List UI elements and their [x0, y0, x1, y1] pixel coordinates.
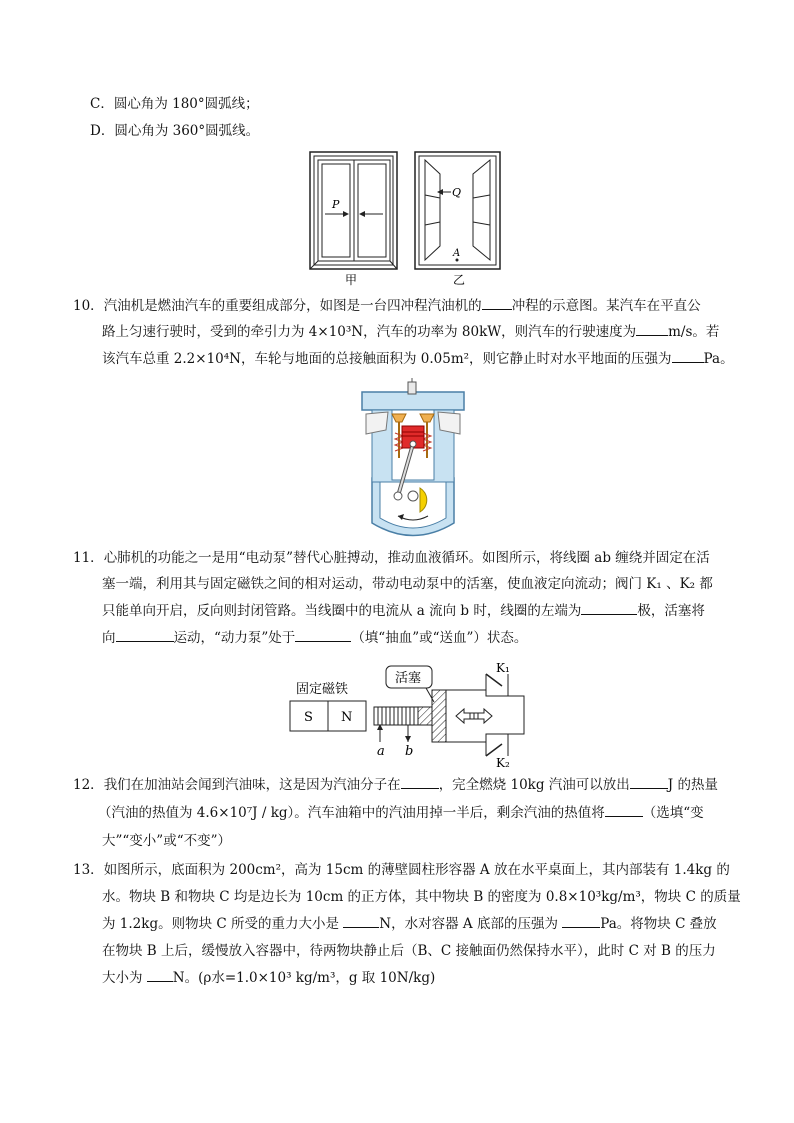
q13-line2: 水。物块 B 和物块 C 均是边长为 10cm 的正方体，其中物块 B 的密度为 0.8×10³kg/m³，物块 C 的质量: [102, 889, 741, 905]
engine-figure: [358, 378, 468, 538]
label-jia: 甲: [345, 273, 358, 287]
q13-number: 13．: [73, 862, 104, 878]
q13-line1: 13．如图所示，底面积为 200cm²，高为 15cm 的薄壁圆柱形容器 A 放在水平桌面上，其内部装有 1.4kg 的: [73, 862, 730, 878]
q11-line4: 向 运动，“动力泵”处于 （填“抽血”或“送血”）状态。: [102, 630, 528, 646]
q10-line2: 路上匀速行驶时，受到的牵引力为 4×10³N，汽车的功率为 80kW，则汽车的行驶速度为 m/s。若: [102, 324, 720, 340]
window-figure: [305, 150, 505, 288]
answer-blank[interactable]: [562, 914, 600, 928]
answer-blank[interactable]: [636, 322, 668, 336]
window-jia: [310, 152, 397, 269]
double-arrow-icon: [456, 709, 492, 723]
label-a-lead: a: [377, 744, 385, 759]
q10-line3: 该汽车总重 2.2×10⁴N，车轮与地面的总接触面积为 0.05m²，则它静止时对水平地面的压强为 Pa。: [102, 351, 734, 367]
valve-k2: [486, 744, 502, 756]
answer-blank[interactable]: [343, 914, 379, 928]
q11-line2: 塞一端，利用其与固定磁铁之间的相对运动，带动电动泵中的活塞，使血液定向流动；阀门 K₁ 、K₂ 都: [102, 576, 713, 592]
q12-line1: 12．我们在加油站会闻到汽油味，这是因为汽油分子在 ，完全燃烧 10kg 汽油可以放出 J 的热量: [73, 777, 718, 793]
label-s: S: [304, 710, 313, 725]
coil: [374, 707, 418, 725]
q13-line3: 为 1.2kg。则物块 C 所受的重力大小是 N，水对容器 A 底部的压强为 Pa。将物块 C 叠放: [102, 916, 717, 932]
q11-line1: 11．心肺机的功能之一是用“电动泵”替代心脏搏动，推动血液循环。如图所示，将线圈 ab 缠绕并固定在活: [73, 550, 710, 566]
answer-blank[interactable]: [630, 775, 668, 789]
q12-number: 12．: [73, 777, 104, 793]
answer-blank[interactable]: [295, 628, 351, 642]
label-k2: K₂: [496, 756, 510, 768]
valve-k1: [486, 674, 502, 686]
q12-line3: 大”“变小”或“不变”）: [102, 833, 232, 849]
q10-number: 10．: [73, 298, 104, 314]
q12-line2: （汽油的热值为 4.6×10⁷J / kg）。汽车油箱中的汽油用掉一半后，剩余汽油的热值将 （选填“变: [98, 805, 704, 821]
q11-line3: 只能单向开启，反向则封闭管路。当线圈中的电流从 a 流向 b 时，线圈的左端为 极，活塞将: [102, 603, 705, 619]
label-piston: 活塞: [395, 671, 422, 686]
answer-blank[interactable]: [581, 601, 637, 615]
answer-blank[interactable]: [605, 803, 643, 817]
answer-blank[interactable]: [672, 349, 704, 363]
piston-head: [432, 690, 446, 742]
answer-blank[interactable]: [482, 296, 512, 310]
label-b-lead: b: [405, 744, 414, 759]
q10-line1: 10．汽油机是燃油汽车的重要组成部分，如图是一台四冲程汽油机的 冲程的示意图。某汽车在平直公: [73, 298, 701, 314]
label-q: Q: [452, 186, 462, 199]
option-c: C．圆心角为 180°圆弧线；: [90, 96, 259, 112]
label-k1: K₁: [496, 661, 510, 675]
answer-blank[interactable]: [401, 775, 439, 789]
answer-blank[interactable]: [147, 968, 173, 982]
pump-figure: [286, 660, 536, 768]
q13-line4: 在物块 B 上后，缓慢放入容器中，待两物块静止后（B、C 接触面仍然保持水平），此时 C 对 B 的压力: [102, 943, 716, 959]
q11-number: 11．: [73, 550, 104, 566]
label-yi: 乙: [453, 273, 466, 287]
label-a: A: [453, 248, 461, 259]
answer-blank[interactable]: [116, 628, 174, 642]
label-n: N: [341, 710, 353, 725]
label-p: P: [332, 198, 340, 211]
q13-line5: 大小为 N。(ρ水=1.0×10³ kg/m³，g 取 10N/kg): [102, 970, 436, 986]
option-d: D．圆心角为 360°圆弧线。: [90, 123, 260, 139]
label-magnet: 固定磁铁: [296, 682, 349, 697]
